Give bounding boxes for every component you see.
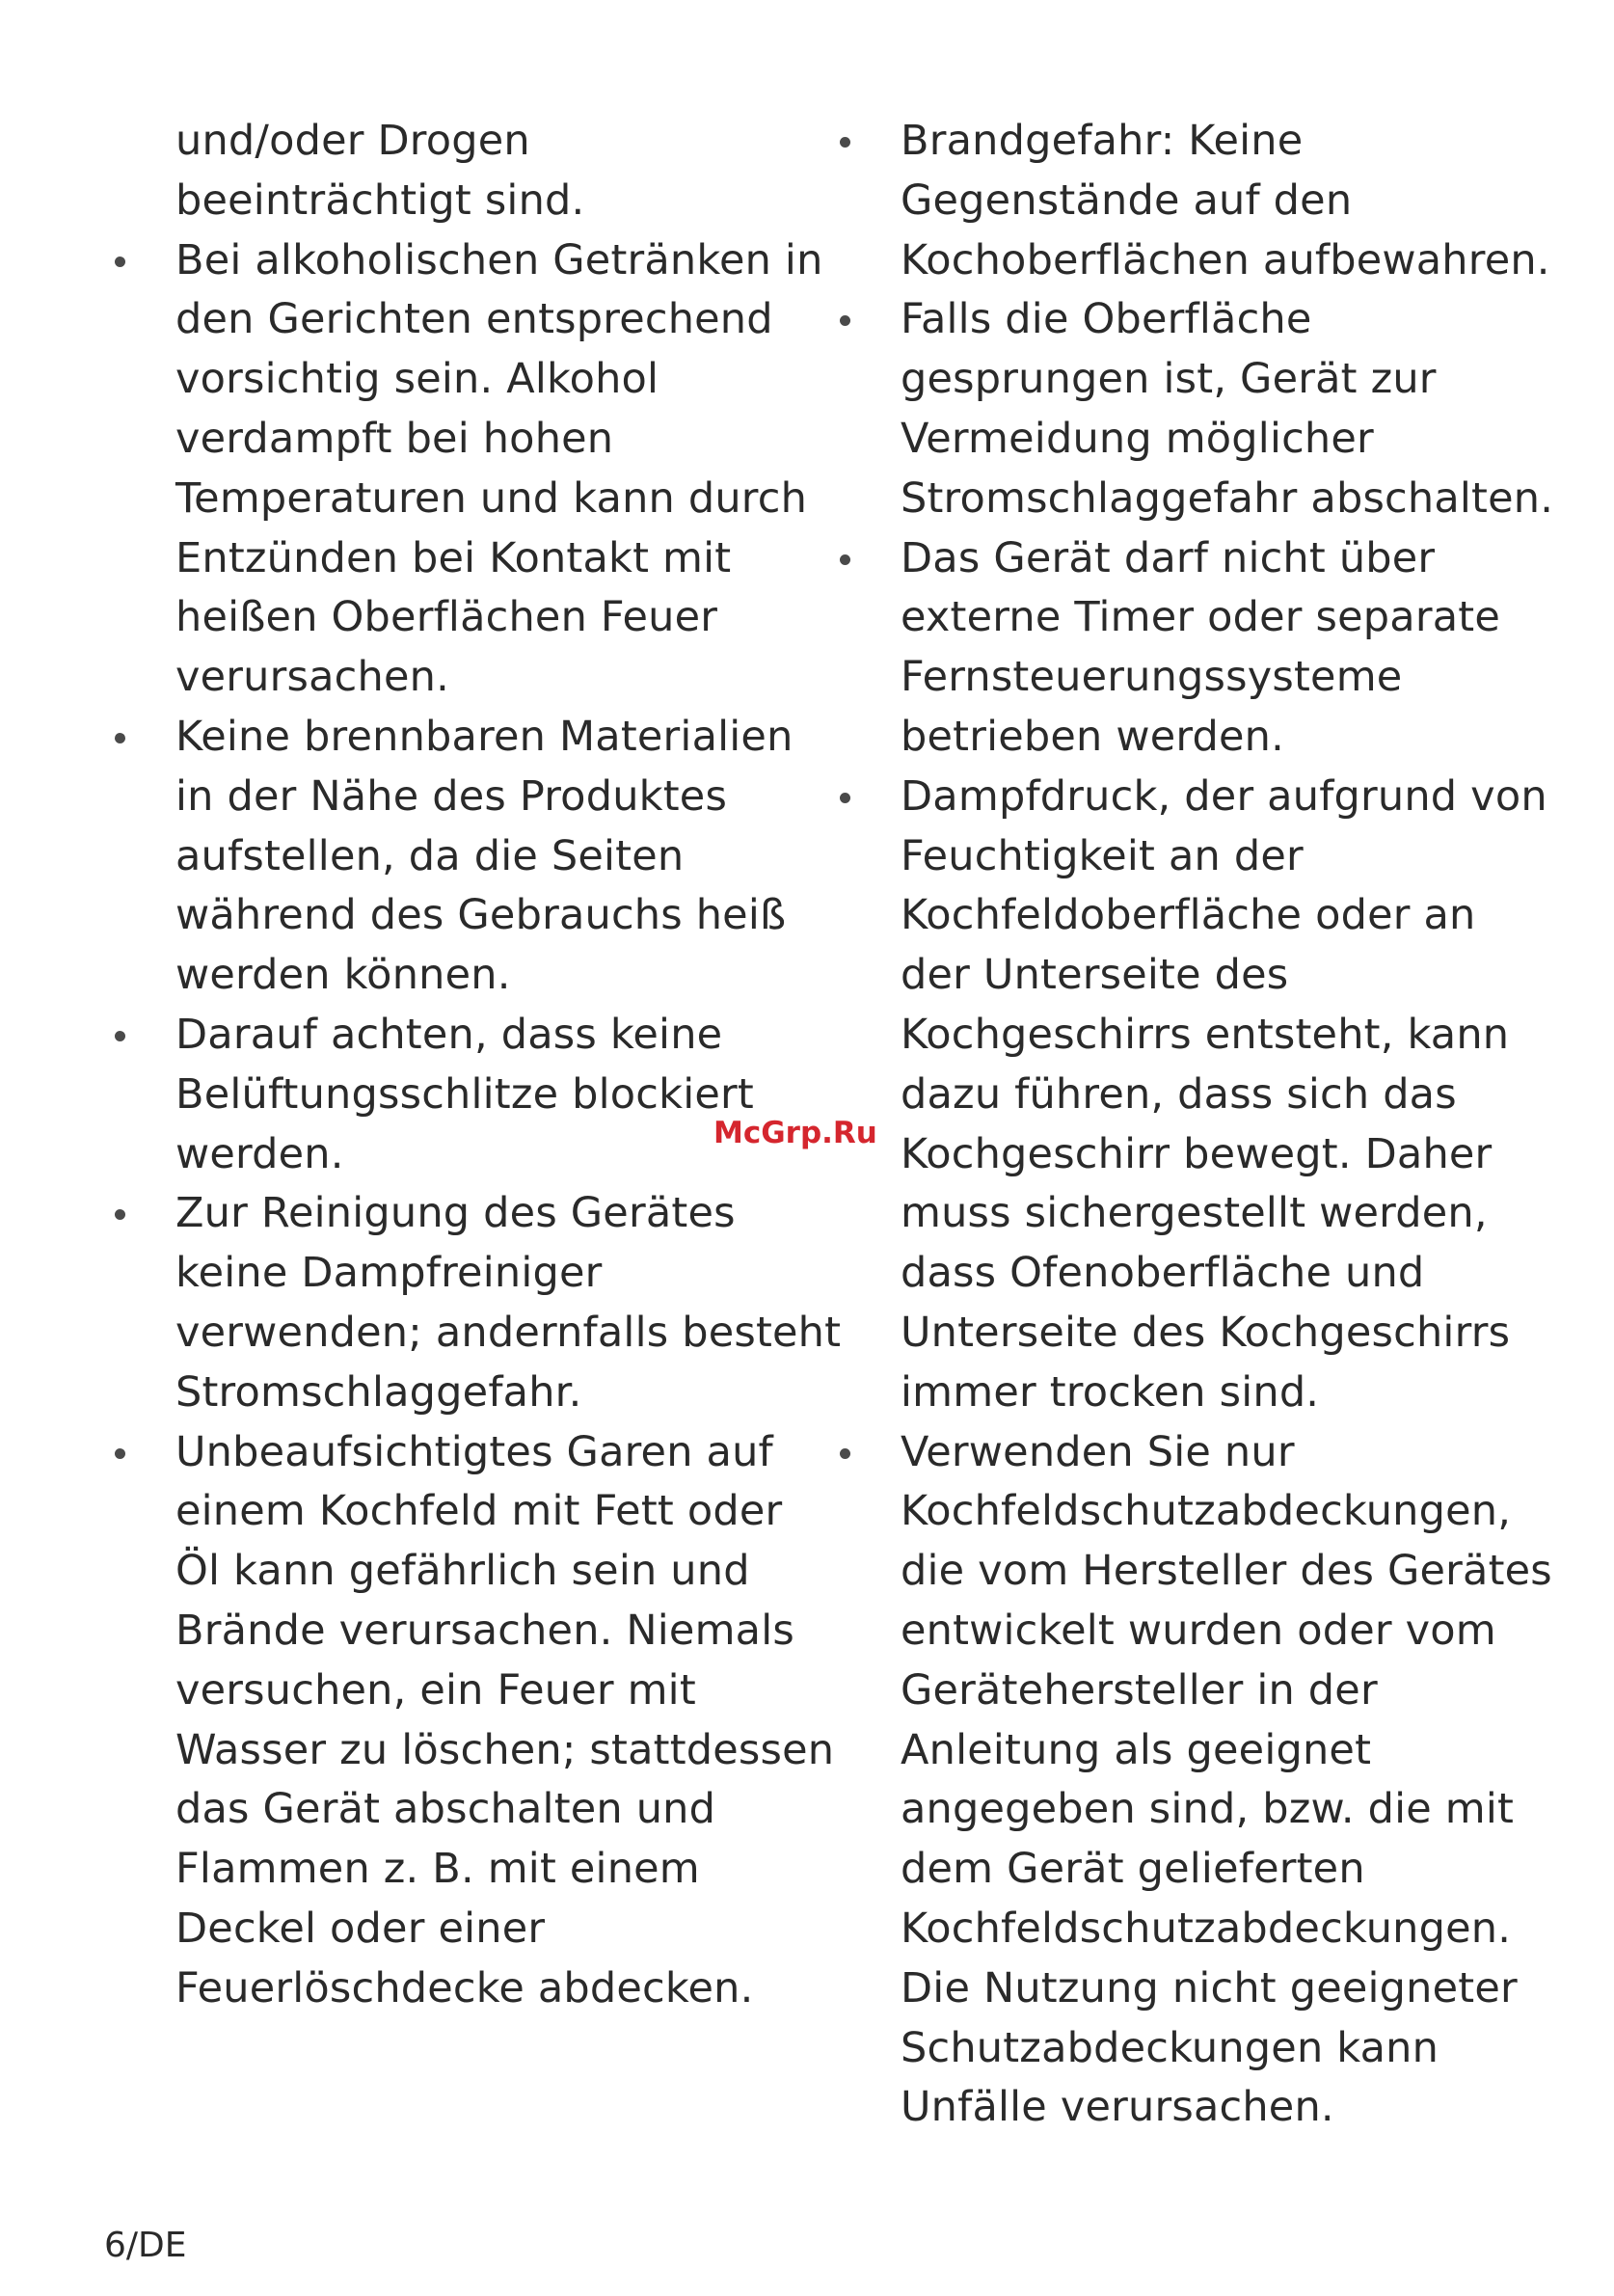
line-text: Belüftungsschlitze blockiert [175,1069,754,1119]
bullet-item-line [831,231,1550,291]
line-text: Falls die Oberfläche [901,295,1312,344]
bullet-item-first-line [106,1184,800,1244]
bullet-item-first-line [106,708,800,768]
line-text: Schutzabdeckungen kann [901,2023,1439,2072]
bullet-item-line [831,1244,1525,1304]
bullet-item-line [106,470,808,529]
bullet-item-first-line [831,1423,1525,1483]
bullet-item-line [831,1125,1525,1185]
bullet-item-line [831,172,1525,231]
bullet-item-line [106,1542,800,1602]
bullet-item-line [106,1244,800,1304]
line-text: in der Nähe des Produktes [175,771,728,821]
bullet-item-first-line [106,1423,800,1483]
bullet-item-line [106,1959,800,2019]
bullet-item-line [106,1066,800,1125]
line-text: muss sichergestellt werden, [901,1189,1488,1238]
bullet-item-line [831,1482,1525,1542]
bullet-item-line [831,886,1525,946]
bullet-item-line [106,886,800,946]
bullet-item-line [831,1721,1525,1781]
line-text: verursachen. [175,653,449,702]
bullet-item-line [106,648,800,708]
bullet-item-first-line [106,231,823,291]
line-text: Stromschlaggefahr abschalten. [901,473,1554,523]
line-text: Bei alkoholischen Getränken in [175,235,823,284]
bullet-item-line [831,946,1525,1006]
line-text: Flammen z. B. mit einem [175,1845,700,1894]
line-text: das Gerät abschalten und [175,1785,716,1834]
line-text: und/oder Drogen [175,117,530,165]
bullet-item-line [831,2019,1525,2079]
line-text: werden. [175,1129,344,1178]
line-text: einem Kochfeld mit Fett oder [175,1487,783,1536]
line-text: verdampft bei hohen [175,414,614,463]
bullet-item-line [831,2078,1525,2138]
bullet-item-line [106,1125,800,1185]
line-text: Verwenden Sie nur [901,1427,1295,1476]
bullet-item-line [831,1840,1525,1900]
line-text: Temperaturen und kann durch [175,473,808,523]
bullet-icon [840,554,850,565]
line-text: Öl kann gefährlich sein und [175,1547,750,1596]
bullet-item-line [831,410,1525,470]
bullet-item-line [831,1184,1525,1244]
bullet-item-first-line [831,112,1525,172]
line-text: verwenden; andernfalls besteht [175,1308,842,1357]
line-text: Darauf achten, dass keine [175,1010,723,1059]
line-text: Vermeidung möglicher [901,414,1374,463]
line-text: Brandgefahr: Keine [901,117,1304,165]
line-text: entwickelt wurden oder vom [901,1606,1496,1655]
bullet-icon [840,315,850,326]
line-text: Gegenstände auf den [901,176,1353,225]
line-text: betrieben werden. [901,712,1284,761]
line-text: angegeben sind, bzw. die mit [901,1785,1515,1834]
line-text: der Unterseite des [901,951,1289,1000]
bullet-item-line [106,529,800,589]
bullet-item-line [831,1780,1525,1840]
line-text: Wasser zu löschen; stattdessen [175,1725,835,1774]
line-text: Stromschlaggefahr. [175,1367,582,1417]
line-text: heißen Oberflächen Feuer [175,593,718,642]
bullet-item-line [831,827,1525,887]
line-text: Kochfeldoberfläche oder an [901,891,1476,940]
bullet-icon [840,137,850,148]
bullet-item-line [106,1482,800,1542]
continuation-line [106,172,800,231]
bullet-item-line [106,410,800,470]
bullet-icon [115,1031,125,1041]
line-text: den Gerichten entsprechend [175,295,773,344]
bullet-item-line [831,1661,1525,1721]
line-text: Zur Reinigung des Gerätes [175,1189,736,1238]
line-text: Feuerlöschdecke abdecken. [175,1963,754,2012]
line-text: Fernsteuerungssysteme [901,653,1403,702]
bullet-item-line [106,768,800,827]
bullet-item-line [106,1900,800,1959]
line-text: Kochgeschirr bewegt. Daher [901,1129,1493,1178]
bullet-item-first-line [106,1006,800,1066]
bullet-icon [115,1209,125,1220]
line-text: aufstellen, da die Seiten [175,831,685,880]
bullet-item-line [831,350,1525,410]
bullet-item-line [106,350,800,410]
bullet-item-line [831,1066,1525,1125]
line-text: keine Dampfreiniger [175,1249,603,1298]
line-text: Kochfeldschutzabdeckungen, [901,1487,1512,1536]
bullet-item-line [831,588,1525,648]
bullet-item-line [831,1364,1525,1423]
line-text: Unfälle verursachen. [901,2083,1334,2132]
bullet-item-line [831,1602,1525,1661]
line-text: Unterseite des Kochgeschirrs [901,1308,1511,1357]
line-text: Kochgeschirrs entsteht, kann [901,1010,1510,1059]
line-text: Unbeaufsichtigtes Garen auf [175,1427,773,1476]
line-text: externe Timer oder separate [901,593,1500,642]
bullet-item-line [106,827,800,887]
watermark-text: McGrp.Ru [713,1116,877,1150]
bullet-item-line [106,946,800,1006]
line-text: dem Gerät gelieferten [901,1845,1365,1894]
line-text: Anleitung als geeignet [901,1725,1372,1774]
line-text: dass Ofenoberfläche und [901,1249,1425,1298]
line-text: versuchen, ein Feuer mit [175,1665,696,1715]
line-text: Kochoberflächen aufbewahren. [901,235,1550,284]
line-text: Brände verursachen. Niemals [175,1606,794,1655]
bullet-item-line [106,1364,800,1423]
line-text: Deckel oder einer [175,1904,546,1953]
right-column [831,112,1554,2138]
bullet-item-line [106,1602,800,1661]
bullet-icon [115,1448,125,1459]
line-text: Das Gerät darf nicht über [901,533,1436,582]
line-text: Dampfdruck, der aufgrund von [901,771,1547,821]
bullet-item-line [831,1304,1525,1364]
bullet-item-line [106,1840,800,1900]
line-text: werden können. [175,951,511,1000]
line-text: Die Nutzung nicht geeigneter [901,1963,1518,2012]
line-text: Feuchtigkeit an der [901,831,1304,880]
page-number: 6/DE [104,2226,187,2265]
bullet-item-line [106,290,800,350]
bullet-item-line [831,1006,1525,1066]
left-column [106,112,842,2019]
line-text: die vom Hersteller des Gerätes [901,1547,1552,1596]
bullet-icon [115,257,125,267]
bullet-item-first-line [831,529,1525,589]
bullet-icon [840,793,850,803]
line-text: Keine brennbaren Materialien [175,712,794,761]
bullet-item-line [831,1959,1525,2019]
bullet-icon [840,1448,850,1459]
bullet-icon [115,733,125,743]
line-text: beeinträchtigt sind. [175,176,585,225]
bullet-item-first-line [831,290,1525,350]
bullet-item-line [106,1780,800,1840]
bullet-item-line [106,1661,800,1721]
line-text: gesprungen ist, Gerät zur [901,355,1437,404]
line-text: Kochfeldschutzabdeckungen. [901,1904,1512,1953]
bullet-item-line [831,648,1525,708]
bullet-item-line [831,708,1525,768]
bullet-item-line [831,470,1554,529]
bullet-item-line [106,588,800,648]
continuation-line [106,112,800,172]
line-text: Gerätehersteller in der [901,1665,1378,1715]
line-text: immer trocken sind. [901,1367,1320,1417]
line-text: während des Gebrauchs heiß [175,891,787,940]
bullet-item-line [831,1542,1552,1602]
bullet-item-line [106,1304,842,1364]
line-text: dazu führen, dass sich das [901,1069,1457,1119]
bullet-item-line [831,1900,1525,1959]
line-text: vorsichtig sein. Alkohol [175,355,659,404]
bullet-item-first-line [831,768,1547,827]
bullet-item-line [106,1721,835,1781]
line-text: Entzünden bei Kontakt mit [175,533,732,582]
